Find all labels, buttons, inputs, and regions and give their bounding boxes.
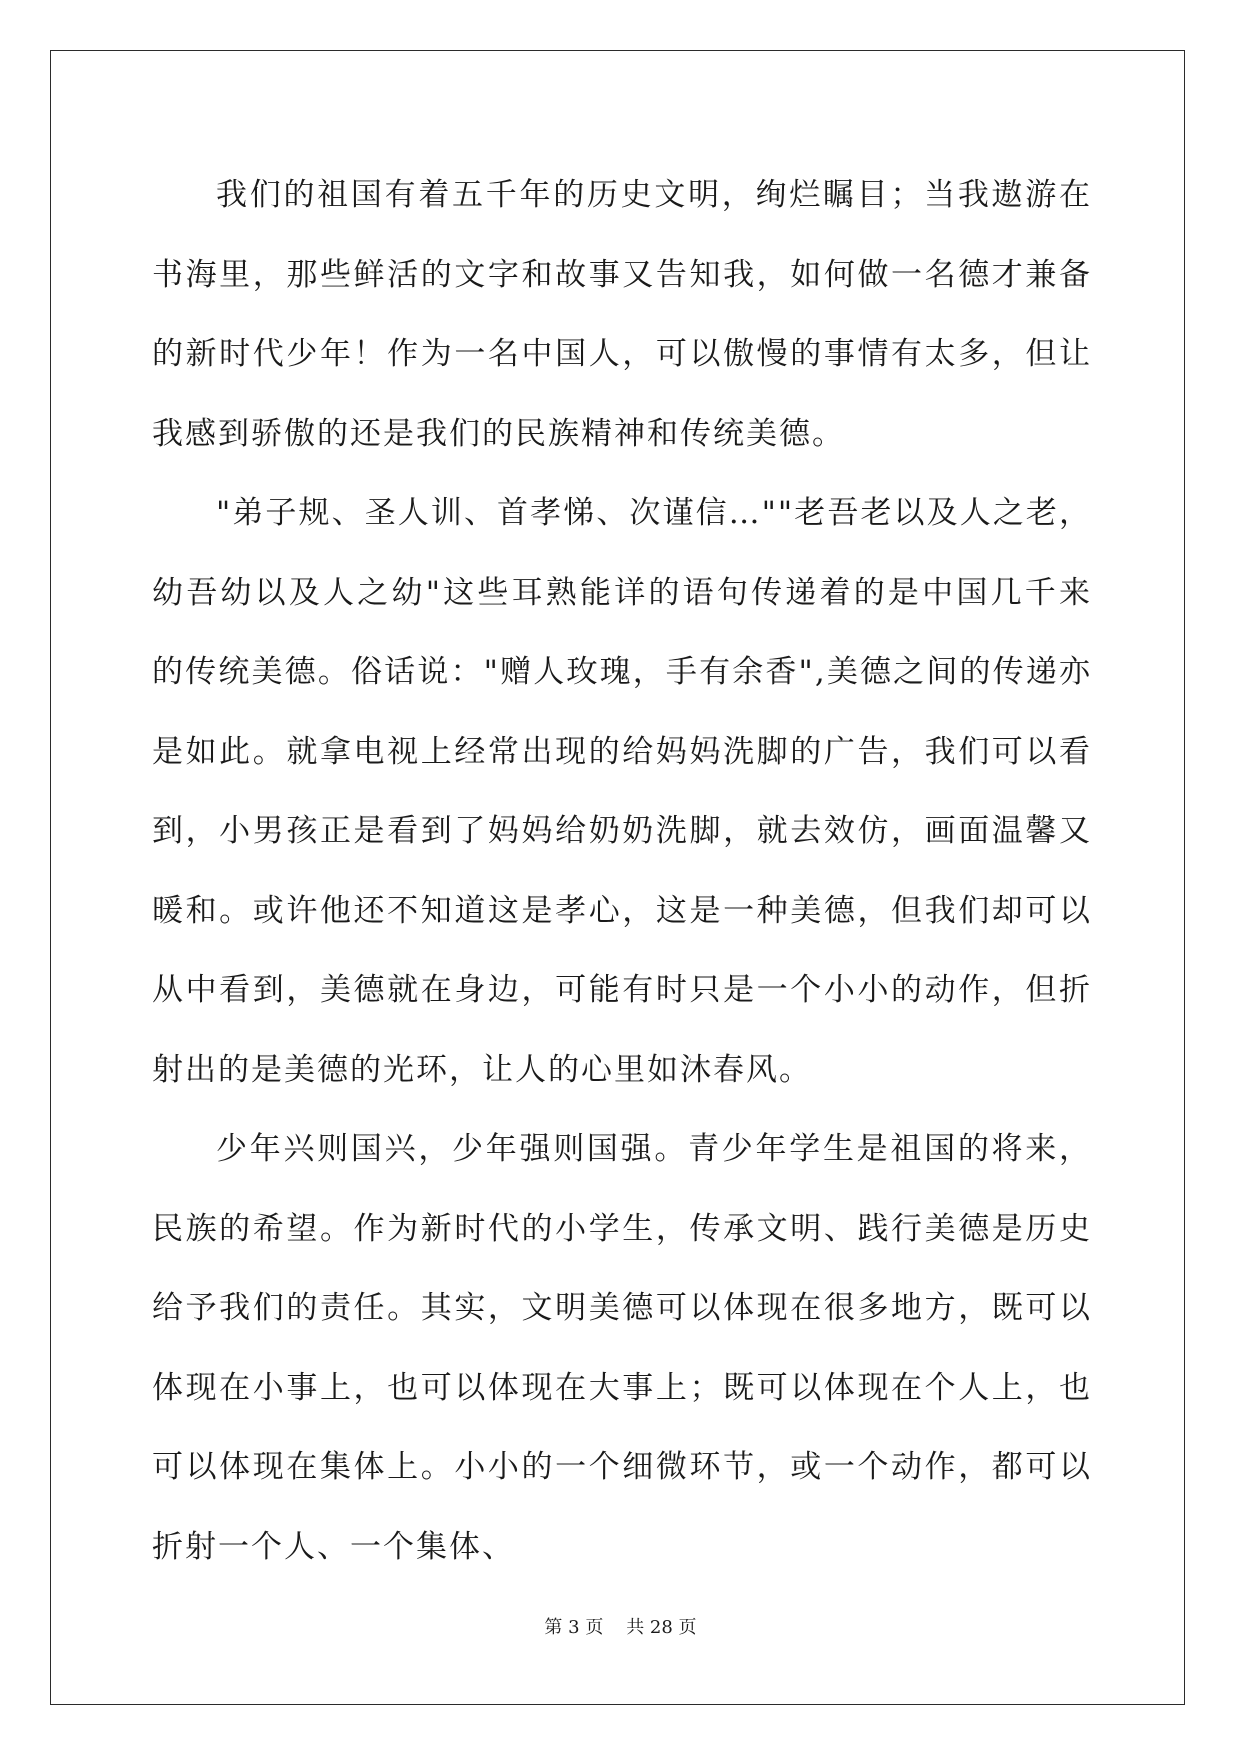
paragraph: 少年兴则国兴，少年强则国强。青少年学生是祖国的将来，民族的希望。作为新时代的小学生，传承文明、践行美德是历史给予我们的责任。其实，文明美德可以体现在很多地方，既可以体现在小事上，也可以体现在大事上；既可以体现在个人上，也可以体现在集体上。小小的一个细微环节，或一个动作，都可以折射一个人、一个集体、 <box>152 1131 1092 1565</box>
document-body <box>152 156 1092 1587</box>
paragraph: "弟子规、圣人训、首孝悌、次谨信…""老吾老以及人之老，幼吾幼以及人之幼"这些耳熟能详的语句传递着的是中国几千来的传统美德。俗话说："赠人玫瑰，手有余香",美德之间的传递亦是如此。就拿电视上经常出现的给妈妈洗脚的广告，我们可以看到，小男孩正是看到了妈妈给奶奶洗脚，就去效仿，画面温馨又暖和。或许他还不知道这是孝心，这是一种美德，但我们却可以从中看到，美德就在身边，可能有时只是一个小小的动作，但折射出的是美德的光环，让人的心里如沐春风。 <box>152 495 1092 1088</box>
page-number-footer: 第 3 页 共 28 页 <box>544 1617 697 1638</box>
paragraph: 我们的祖国有着五千年的历史文明，绚烂瞩目；当我遨游在书海里，那些鲜活的文字和故事又告知我，如何做一名德才兼备的新时代少年！作为一名中国人，可以傲慢的事情有太多，但让我感到骄傲的还是我们的民族精神和传统美德。 <box>152 177 1092 452</box>
